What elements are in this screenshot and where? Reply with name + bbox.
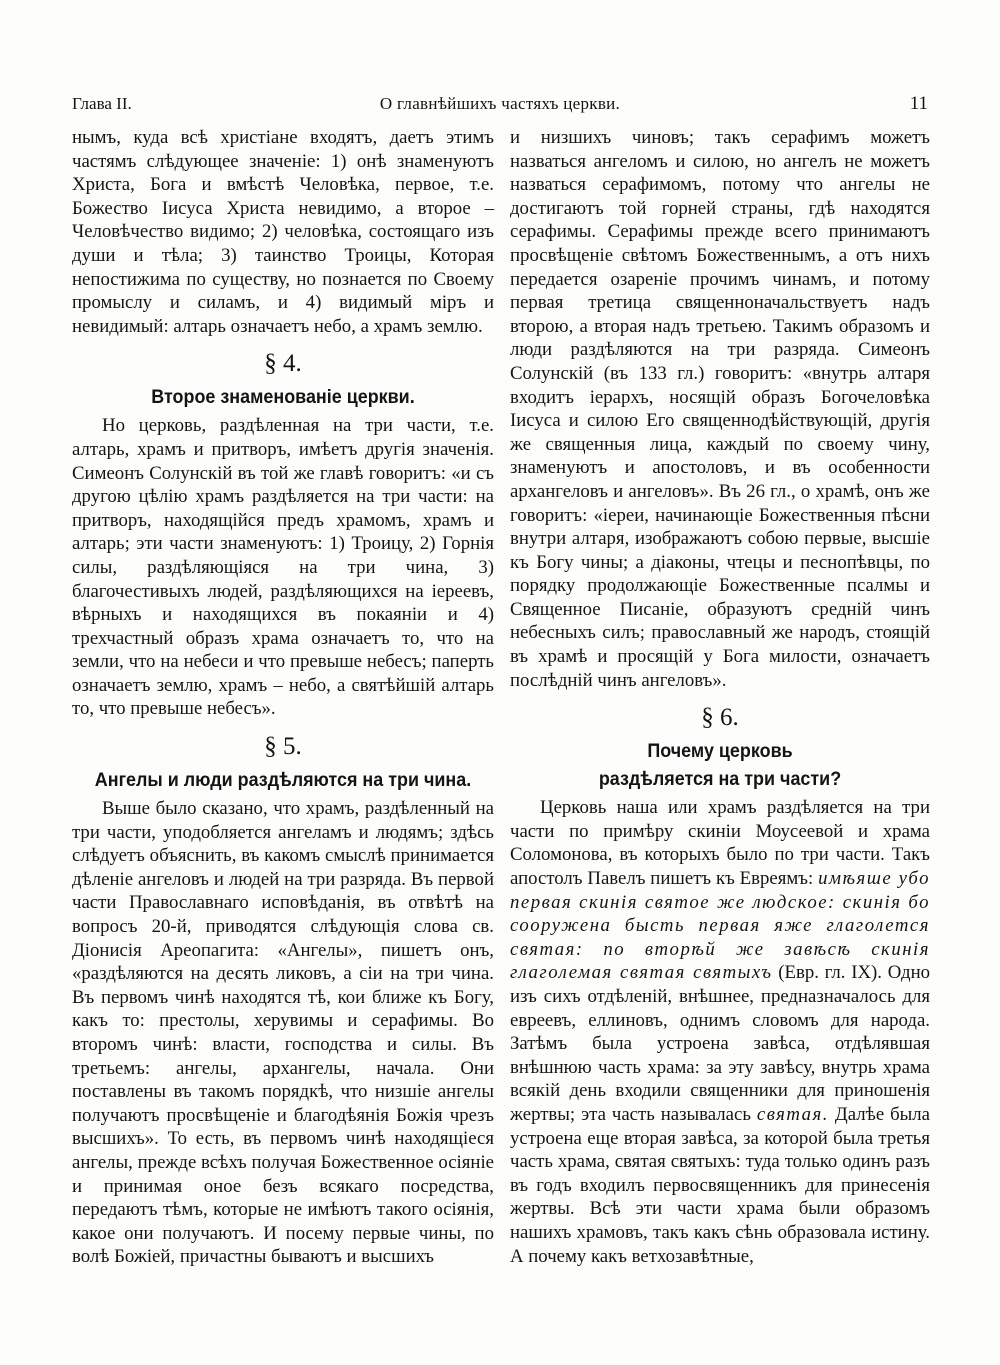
section-6-number: § 6. bbox=[701, 704, 739, 732]
page-number: 11 bbox=[909, 93, 928, 114]
section-5-text: Выше было сказано, что храмъ, раздѣленный на три части, уподобляется ангеламъ и людямъ; здѣсь слѣдуетъ объяснить, въ какомъ смыслѣ принимается дѣленіе ангеловъ и людей на три разряда. Въ первой части Православнаго исповѣданія, въ отвѣтѣ на вопросъ 20-й, приводятся слѣдующія слова св. Діонисія Ареопагита: «Ангелы», пишетъ онъ, «раздѣляются на десять ликовъ, а сіи на три чина. Въ первомъ чинѣ находятся тѣ, кои ближе къ Богу, какъ то: престолы, херувимы и серафимы. Во второмъ чинѣ: власти, господства и силы. Въ третьемъ: ангелы, архангелы, начала. Они поставлены въ такомъ порядкѣ, что низшіе ангелы получаютъ просвѣщеніе и благодѣянія Божія чрезъ высшихъ». То есть, въ первомъ чинѣ находящіеся ангелы, прежде всѣхъ получая Божественное осіяніе и принимая оное безъ всякаго посредства, передаютъ тѣмъ, которые не имѣютъ такого осіянія, какое они получаютъ. И посему первые чины, по волѣ Божіей, причастны бываютъ и высшихъ bbox=[72, 798, 494, 1268]
section-5-title: Ангелы и люди раздѣляются на три чина. bbox=[94, 769, 472, 792]
section-6-after-quote: (Евр. гл. IX). Одно изъ сихъ отдѣленій, внѣшнее, предназначалось для евреевъ, еллиновъ, однимъ словомъ для народа. Затѣмъ была устроена завѣса, отдѣлявшая внѣшнюю часть храма: за эту завѣсу, внутрь храма всякій день входили священники для приношенія жертвы; эта часть называлась bbox=[510, 962, 931, 1125]
running-title: О главнѣйшихъ частяхъ церкви. bbox=[379, 94, 621, 113]
section-6-title bbox=[527, 737, 913, 793]
section-4-number: § 4. bbox=[264, 350, 302, 378]
chapter-label: Глава II. bbox=[72, 94, 132, 113]
section-4-text: Но церковь, раздѣленная на три части, т.е. алтарь, храмъ и притворъ, имѣетъ другія значенія. Симеонъ Солунскій въ той же главѣ говоритъ: «и съ другою цѣлію храмъ раздѣляется на три части: на притворъ, находящійся предъ храмомъ, храмъ и алтарь; эти части знаменуютъ: 1) Троицу, 2) Горнія силы, раздѣляющіяся на три чина, 3) благочестивыхъ людей, раздѣляющихся на іереевъ, вѣрныхъ и находящихся въ покаяніи и 4) трехчастный образъ храма означаетъ то, что на земли, что на небеси и что превыше небесъ; паперть означаетъ землю, храмъ – небо, а святѣйшій алтарь то, что превыше небесъ». bbox=[72, 415, 494, 720]
section-6-end: Далѣе была устроена еще вторая завѣса, за которой была третья часть храма, святая святыхъ: туда только одинъ разъ въ годъ входилъ первосвященникъ для принесенія жертвы. Всѣ эти части храма были образомъ нашихъ храмовъ, такъ какъ сѣнь образовала истину. А почему какъ ветхозавѣтные, bbox=[510, 1103, 931, 1267]
opening-paragraph: нымъ, куда всѣ христіане входятъ, даетъ этимъ частямъ слѣдующее значеніе: 1) онѣ знаменуютъ Христа, Бога и вмѣстѣ Человѣка, первое, т.е. Божество Іисуса Христа невидимо, а второе – Человѣчество видимо; 2) человѣка, состоящаго изъ души и тѣла; 3) таинство Троицы, Которая непостижима по существу, но познается по Своему промыслу и силамъ, и 4) видимый міръ и невидимый: алтарь означаетъ небо, а храмъ землю. bbox=[72, 127, 494, 337]
continuation-paragraph: и низшихъ чиновъ; такъ серафимъ можетъ назваться ангеломъ и силою, но ангелъ не можетъ назваться серафимомъ, потому что ангелы не достигаютъ той горней страны, гдѣ находятся серафимы. Серафимы прежде всего принимаютъ просвѣщеніе свѣтомъ Божественнымъ, а отъ нихъ передается озареніе прочимъ чинамъ, и потому первая третица священноначальствуетъ надъ второю, а вторая надъ третьею. Такимъ образомъ и люди раздѣляются на три разряда. Симеонъ Солунскій (въ 133 гл.) говоритъ: «внутрь алтаря входитъ іерархъ, носящій образъ Богочеловѣка Іисуса и силою Его священнодѣйствующій, другія же священныя лица, каждый по своему чину, знаменуютъ и апостоловъ, и въ особенности архангеловъ и ангеловъ». Въ 26 гл., о храмѣ, онъ же говоритъ: «іереи, начинающіе Божественныя пѣсни внутри алтаря, изображаютъ собою первые, высшіе къ Богу чины; а діаконы, чтецы и песнопѣвцы, по порядку продолжающіе Божественные псалмы и Священное Писаніе, образуютъ средній чинъ небесныхъ силъ; православный же народъ, стоящій въ храмѣ и просящій у Бога милости, означаетъ послѣдній чинъ ангеловъ». bbox=[510, 127, 930, 691]
section-5-number: § 5. bbox=[264, 733, 302, 761]
section-6-text bbox=[510, 796, 930, 1268]
section-6-title-line2: раздѣляется на три части? bbox=[598, 768, 842, 791]
right-column bbox=[510, 126, 930, 1268]
scripture-quote: имѣяше убо первая скинія святое же людское: скинія бо сооружена бысть первая яже глаголется святая: по вторѣй же завѣсѣ скинія глаголемая святая святыхъ bbox=[510, 868, 930, 984]
section-6-title-line1: Почему церковь bbox=[647, 740, 793, 763]
section-4-title: Второе знаменованіе церкви. bbox=[151, 386, 415, 409]
left-column bbox=[72, 126, 494, 1269]
italic-sviataya: святая. bbox=[756, 1103, 829, 1125]
section-6-intro: Церковь наша или храмъ раздѣляется на три части по примѣру скиніи Моусеевой и храма Соломонова, въ которыхъ было по три части. Такъ апостолъ Павелъ пишетъ къ Евреямъ: bbox=[510, 797, 930, 890]
